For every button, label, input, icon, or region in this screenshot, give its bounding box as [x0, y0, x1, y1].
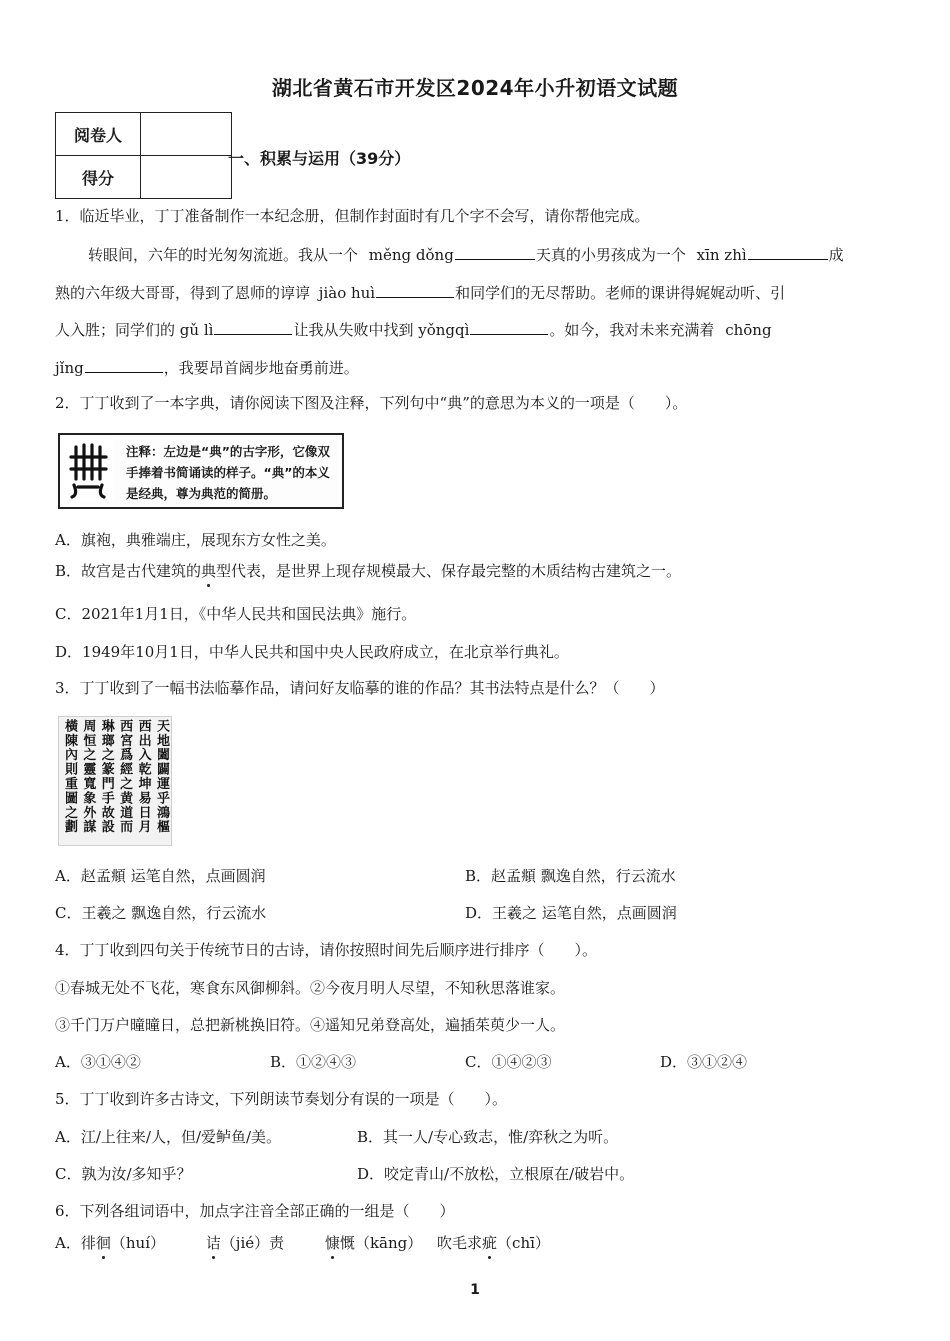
option-text: 型代表，是世界上现存规模最大、保存最完整的木质结构古建筑之一。: [216, 562, 682, 580]
q3-option-a[interactable]: A．赵孟頫 运笔自然，点画圆润: [55, 867, 266, 885]
dotted-char: 疵: [482, 1234, 498, 1252]
option-text: 慨: [339, 1234, 355, 1252]
dotted-char: 典: [201, 562, 217, 580]
q1-text: 和同学们的无尽帮助。老师的课讲得娓娓动听、引: [455, 284, 786, 302]
answer-blank-1[interactable]: [455, 243, 535, 260]
pinyin-hint: xīn zhì: [696, 246, 747, 264]
ancient-dian-glyph-icon: [64, 439, 114, 501]
q4-option-b[interactable]: B．①②④③: [270, 1053, 357, 1071]
q1-line2: [55, 281, 785, 303]
option-label: A．: [55, 1234, 81, 1252]
q3-option-d[interactable]: D．王羲之 运笔自然，点画圆润: [465, 904, 677, 922]
pinyin-hint: měng dǒng: [368, 246, 454, 264]
q3-option-c[interactable]: C．王羲之 飘逸自然，行云流水: [55, 904, 267, 922]
q1-text: 天真的小男孩成为一个: [535, 246, 686, 264]
q4-option-c[interactable]: C．①④②③: [465, 1053, 552, 1071]
calligraphy-column: 橫陳內則重圖之劃: [62, 719, 77, 835]
pinyin-hint: jiào huì: [318, 284, 376, 302]
option-text: （jié）责: [220, 1234, 285, 1252]
q1-text: 熟的六年级大哥哥，得到了恩师的谆谆: [55, 284, 311, 302]
q3-stem: 3．丁丁收到了一幅书法临摹作品，请问好友临摹的谁的作品？其书法特点是什么？（ ）: [55, 679, 665, 697]
q5-option-a[interactable]: A．江/上往来/人，但/爱鲈鱼/美。: [55, 1128, 282, 1146]
answer-blank-5[interactable]: [470, 318, 548, 335]
q3-option-b[interactable]: B．赵孟頫 飘逸自然，行云流水: [465, 867, 676, 885]
calligraphy-column: 西宮爲經之黄道而: [117, 719, 133, 835]
q4-poem-line2: ③千门万户曈曈日，总把新桃换旧符。④遥知兄弟登高处，遍插茱萸少一人。: [55, 1016, 566, 1034]
page-title: 湖北省黄石市开发区2024年小升初语文试题: [271, 76, 679, 100]
q1-text: 。如今，我对未来充满着: [549, 321, 715, 339]
calligraphy-column: 西出入乾坤易日月: [135, 719, 151, 835]
gloss-note: 注释：左边是“典”的古字形，它像双手捧着书简诵读的样子。“典”的本义是经典，尊为典范的简册。: [126, 444, 330, 501]
answer-blank-4[interactable]: [214, 318, 292, 335]
option-text: （chī）: [497, 1234, 550, 1252]
calligraphy-column: 琳瑯之篆門手故設: [98, 719, 114, 835]
q1-line3: [55, 318, 772, 340]
pinyin-hint: chōng: [725, 321, 772, 339]
page-number: 1: [470, 1282, 480, 1298]
option-text: （huí）: [110, 1234, 165, 1252]
q5-option-b[interactable]: B．其一人/专心致志，惟/弈秋之为听。: [357, 1128, 619, 1146]
score-table: [55, 112, 232, 199]
option-text: B．故宫是古代建筑的: [55, 562, 202, 580]
dotted-char: 慷: [324, 1234, 340, 1252]
dotted-char: 诘: [205, 1234, 221, 1252]
score-label: 得分: [56, 156, 141, 199]
q2-option-c[interactable]: C．2021年1月1日，《中华人民共和国民法典》施行。: [55, 605, 417, 623]
q1-stem: 1．临近毕业，丁丁准备制作一本纪念册，但制作封面时有几个字不会写，请你帮他完成。: [55, 207, 650, 225]
section-heading: 一、积累与运用（39分）: [228, 149, 411, 168]
q1-text: 成: [828, 246, 844, 264]
q4-option-d[interactable]: D．③①②④: [660, 1053, 748, 1071]
reviewer-label: 阅卷人: [56, 113, 141, 156]
answer-blank-6[interactable]: [85, 356, 163, 373]
answer-blank-2[interactable]: [748, 243, 828, 260]
option-text: 徘: [80, 1234, 96, 1252]
pinyin-hint: gǔ lì: [179, 321, 214, 339]
dotted-char: 徊: [95, 1234, 111, 1252]
q1-line4: [55, 356, 359, 378]
q5-option-d[interactable]: D．咬定青山/不放松，立根原在/破岩中。: [357, 1165, 635, 1183]
q5-option-c[interactable]: C．孰为汝/多知乎？: [55, 1165, 192, 1183]
score-cell[interactable]: [141, 156, 232, 199]
option-text: （kāng）: [354, 1234, 423, 1252]
q4-stem: 4．丁丁收到四句关于传统节日的古诗，请你按照时间先后顺序进行排序（ ）。: [55, 941, 598, 959]
q1-text: ，我要昂首阔步地奋勇前进。: [163, 359, 359, 377]
calligraphy-column: 周恒之靈寬象外謀: [80, 719, 96, 835]
calligraphy-image: [58, 716, 172, 846]
q4-option-a[interactable]: A．③①④②: [55, 1053, 141, 1071]
reviewer-cell[interactable]: [141, 113, 232, 156]
q2-option-d[interactable]: D．1949年10月1日，中华人民共和国中央人民政府成立，在北京举行典礼。: [55, 643, 569, 661]
q2-stem: 2．丁丁收到了一本字典，请你阅读下图及注释，下列句中“典”的意思为本义的一项是（ ）。: [55, 394, 688, 412]
q1-line1: [88, 243, 844, 265]
answer-blank-3[interactable]: [376, 281, 454, 298]
q1-text: 让我从失败中找到: [293, 321, 414, 339]
q2-option-b[interactable]: [55, 561, 681, 581]
q6-option-a[interactable]: [55, 1233, 550, 1253]
q2-option-a[interactable]: A．旗袍，典雅端庄，展现东方女性之美。: [55, 531, 336, 549]
q1-text: 人入胜；同学们的: [55, 321, 176, 339]
dictionary-gloss-figure: [58, 433, 344, 509]
calligraphy-column: 天地闔闢運乎鴻樞: [153, 719, 169, 835]
q6-stem: 6．下列各组词语中，加点字注音全部正确的一组是（ ）: [55, 1202, 455, 1220]
pinyin-hint: yǒngqì: [418, 321, 470, 339]
option-text: 吹毛求: [437, 1234, 483, 1252]
q1-text: 转眼间，六年的时光匆匆流逝。我从一个: [88, 246, 359, 264]
pinyin-hint: jǐng: [55, 359, 84, 377]
q4-poem-line1: ①春城无处不飞花，寒食东风御柳斜。②今夜月明人尽望，不知秋思落谁家。: [55, 979, 566, 997]
q5-stem: 5．丁丁收到许多古诗文，下列朗读节奏划分有误的一项是（ ）。: [55, 1090, 508, 1108]
